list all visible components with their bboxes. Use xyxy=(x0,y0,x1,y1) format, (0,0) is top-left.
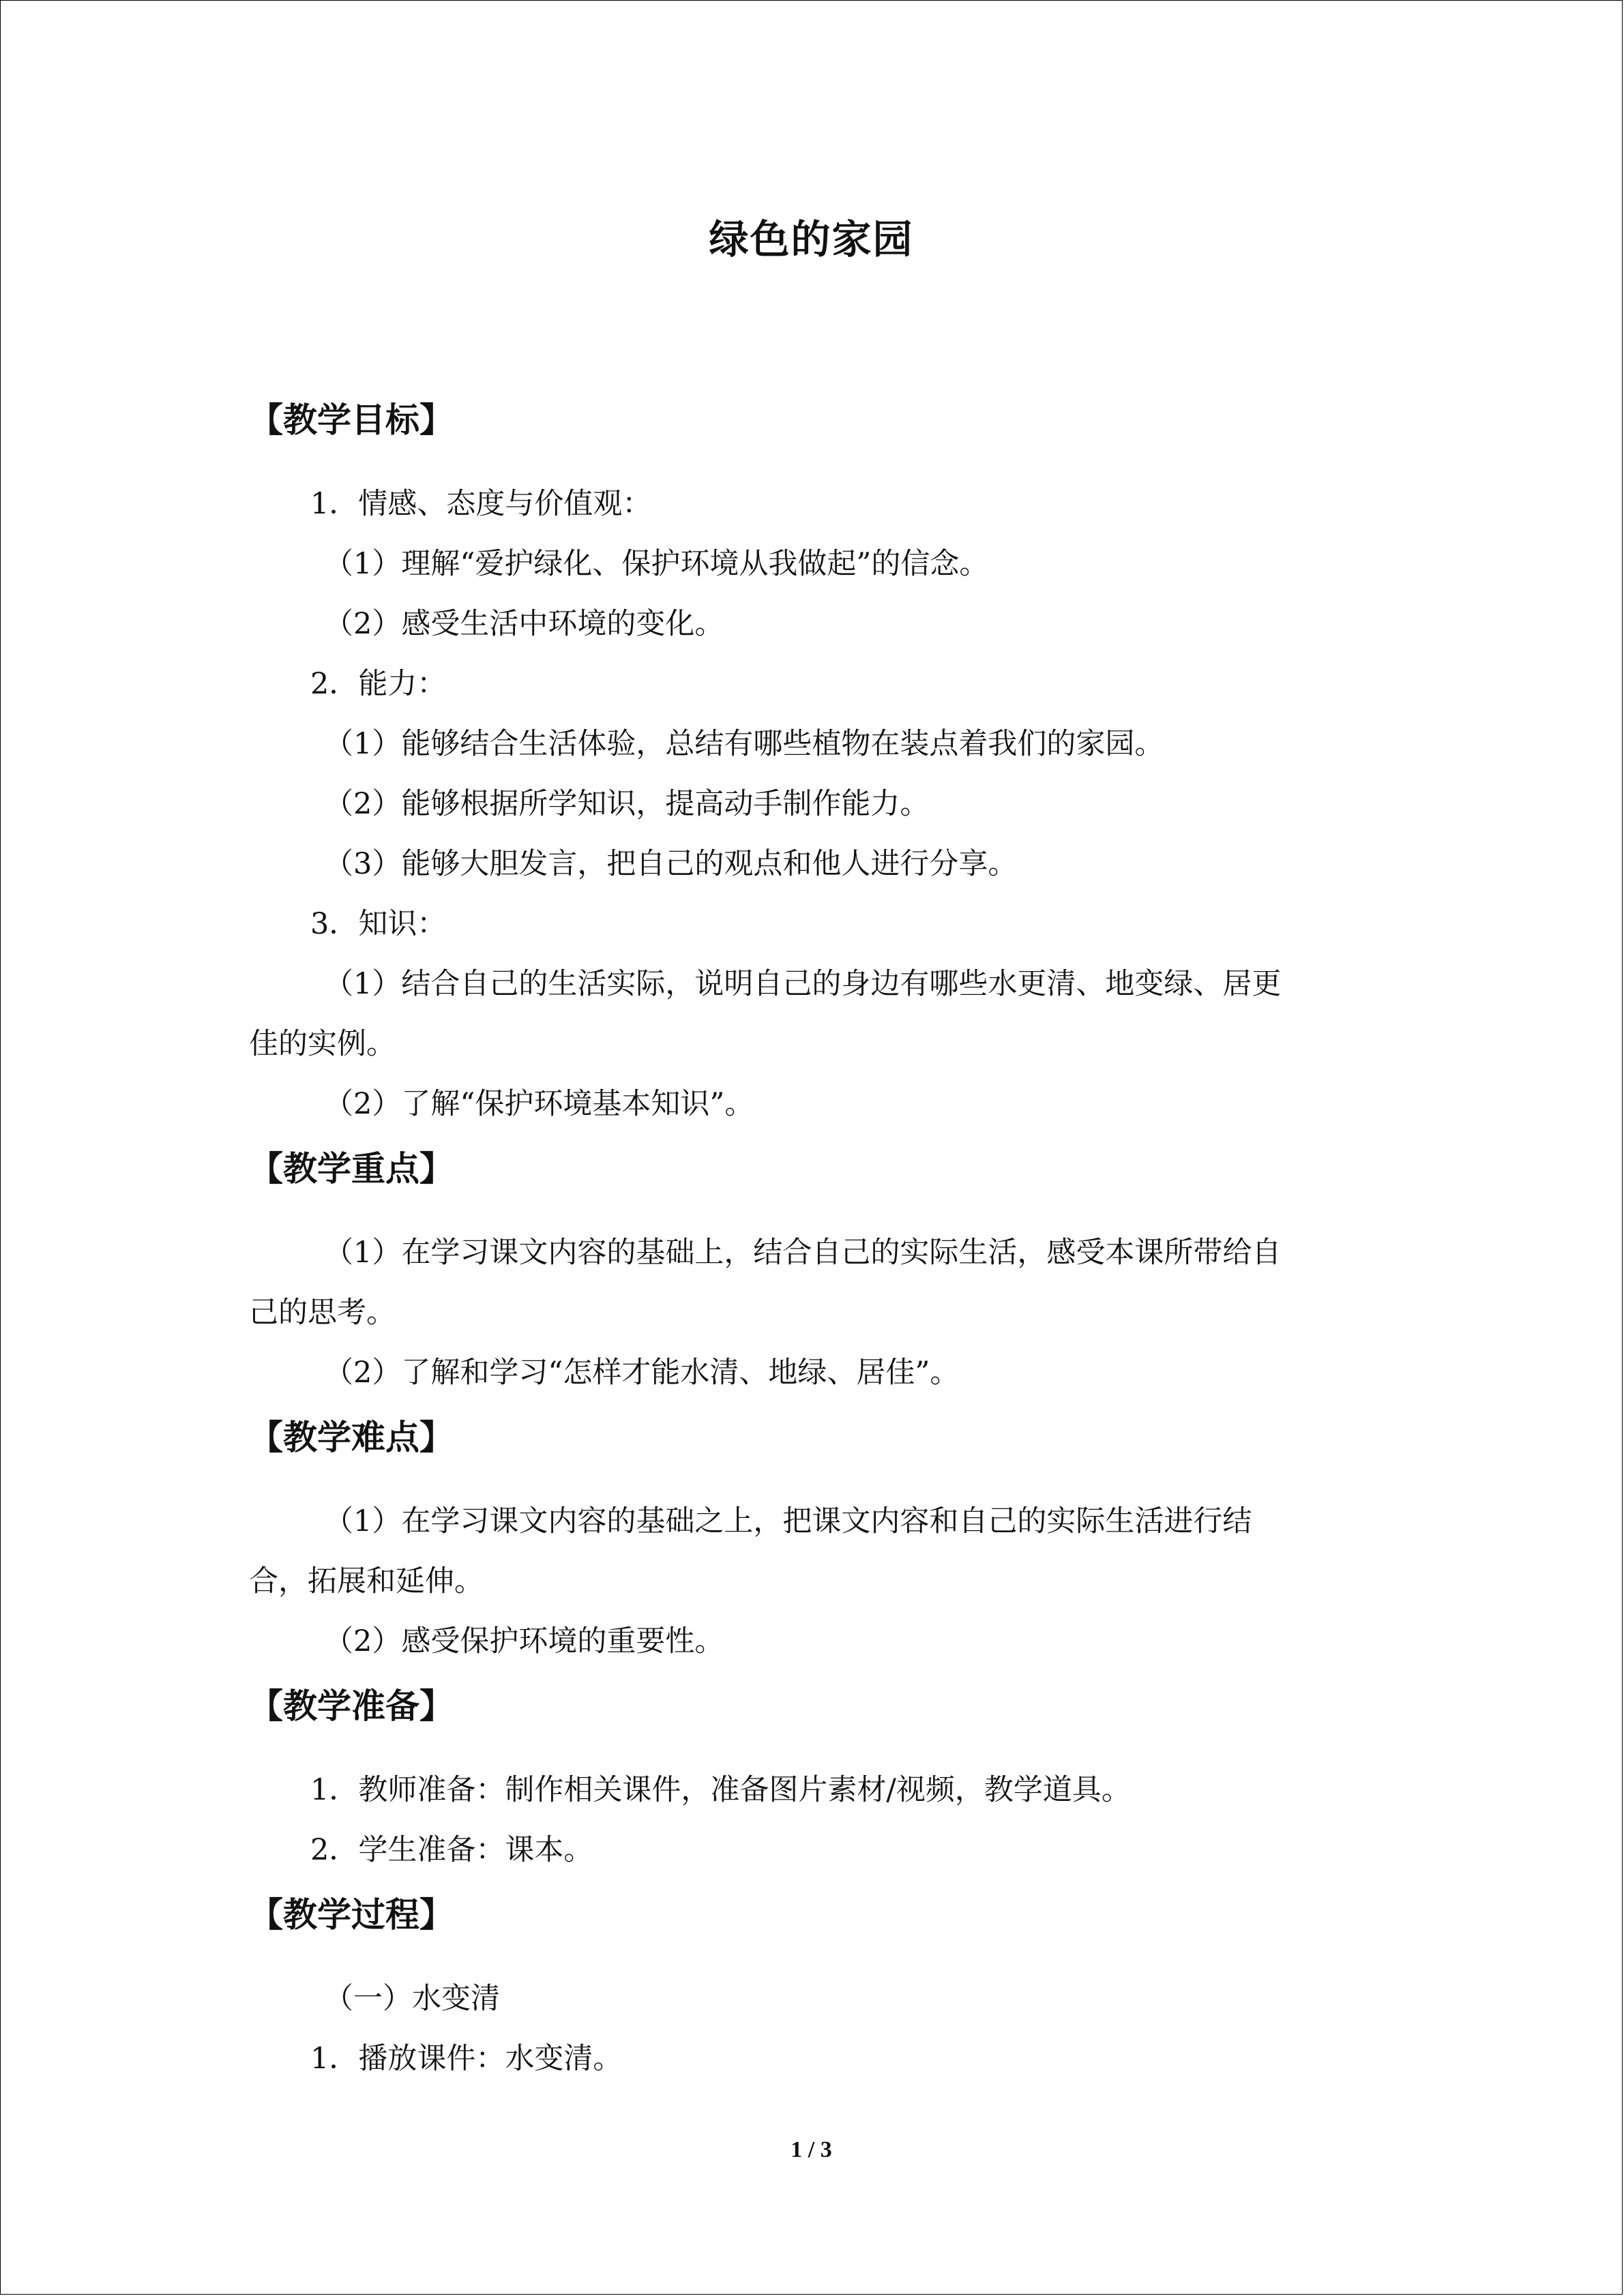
document-title: 绿色的家园 xyxy=(709,216,914,263)
section-heading-key-points: 【教学重点】 xyxy=(249,1149,454,1189)
page-number: 1 / 3 xyxy=(791,2137,832,2162)
preparation-line-2: 2．学生准备：课本。 xyxy=(310,1833,593,1867)
section-heading-objectives: 【教学目标】 xyxy=(249,400,454,440)
key-points-line-2: 己的思考。 xyxy=(249,1296,396,1330)
objectives-line-9: （1）结合自己的生活实际，说明自己的身边有哪些水更清、地变绿、居更 xyxy=(324,967,1282,1001)
objectives-line-1: 1．情感、态度与价值观： xyxy=(310,487,652,521)
objectives-line-3: （2）感受生活中环境的变化。 xyxy=(324,607,724,641)
objectives-line-11: （2）了解“保护环境基本知识”。 xyxy=(324,1087,754,1121)
objectives-line-8: 3．知识： xyxy=(310,907,447,941)
process-line-1: （一）水变清 xyxy=(324,1982,500,2016)
key-points-line-1: （1）在学习课文内容的基础上，结合自己的实际生活，感受本课所带给自 xyxy=(324,1236,1282,1270)
objectives-line-4: 2．能力： xyxy=(310,667,447,701)
section-heading-preparation: 【教学准备】 xyxy=(249,1686,454,1726)
difficulties-line-3: （2）感受保护环境的重要性。 xyxy=(324,1624,724,1658)
objectives-line-10: 佳的实例。 xyxy=(249,1027,396,1061)
difficulties-line-2: 合，拓展和延伸。 xyxy=(249,1564,484,1598)
process-line-2: 1．播放课件：水变清。 xyxy=(310,2042,623,2076)
section-heading-difficulties: 【教学难点】 xyxy=(249,1418,454,1457)
preparation-line-1: 1．教师准备：制作相关课件，准备图片素材/视频，教学道具。 xyxy=(310,1773,1131,1807)
objectives-line-7: （3）能够大胆发言，把自己的观点和他人进行分享。 xyxy=(324,847,1018,881)
objectives-line-5: （1）能够结合生活体验，总结有哪些植物在装点着我们的家园。 xyxy=(324,727,1164,761)
objectives-line-2: （1）理解“爱护绿化、保护环境从我做起”的信念。 xyxy=(324,547,989,581)
objectives-line-6: （2）能够根据所学知识，提高动手制作能力。 xyxy=(324,787,930,821)
section-heading-process: 【教学过程】 xyxy=(249,1895,454,1935)
key-points-line-3: （2）了解和学习“怎样才能水清、地绿、居佳”。 xyxy=(324,1356,960,1390)
difficulties-line-1: （1）在学习课文内容的基础之上，把课文内容和自己的实际生活进行结 xyxy=(324,1504,1252,1538)
